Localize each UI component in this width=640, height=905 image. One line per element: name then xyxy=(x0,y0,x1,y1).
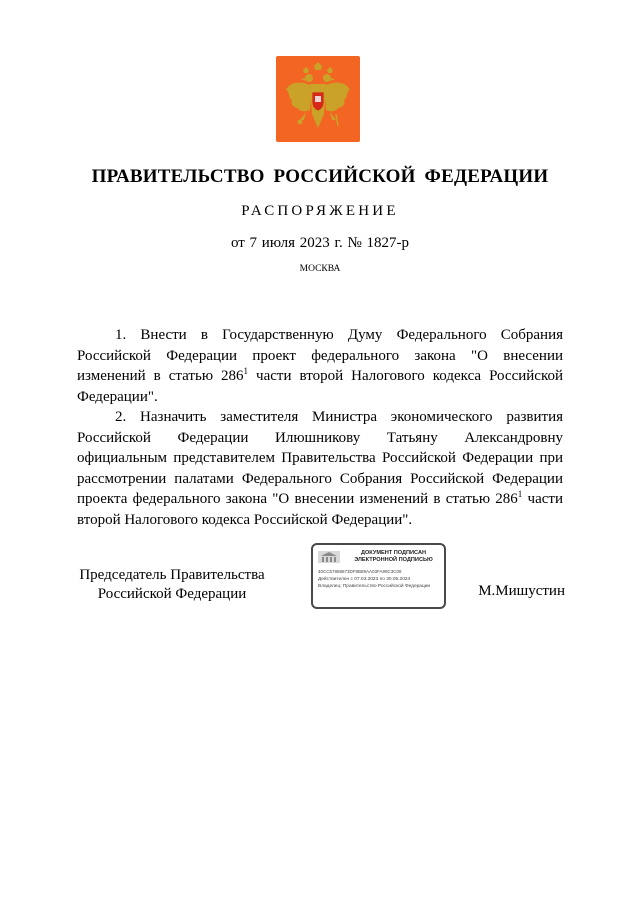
item-text: Внести в Государственную Думу Федерального Собрания Российской Федерации проект федерального закона "О внесении изменений в статью 286 xyxy=(77,327,564,384)
certificate-owner: Владелец: Правительство Российской Федерации xyxy=(318,584,431,589)
stamp-title xyxy=(345,550,442,564)
signer-name: М.Мишустин xyxy=(478,583,565,599)
government-building-icon xyxy=(317,550,341,564)
signer-position-line-2: Российской Федерации xyxy=(97,586,247,602)
paragraph-item-1 xyxy=(77,325,563,407)
item-text: Назначить заместителя Министра экономического развития Российской Федерации Илюшникову Татьяну Александровну официальным представителем Правительства Российской Федерации при рассмотрении палатами Федерального Собрания Российской Федерации проекта федерального закона "О внесении изменений в статью 286 xyxy=(77,409,564,507)
stamp-title-line-1: ДОКУМЕНТ ПОДПИСАН xyxy=(360,550,427,556)
item-text-end: части второй Налогового кодекса Российской Федерации". xyxy=(77,368,563,405)
double-headed-eagle-icon xyxy=(276,56,360,142)
item-text-end: части второй Налогового кодекса Российской Федерации". xyxy=(77,491,563,528)
paragraph-item-2 xyxy=(77,407,563,530)
document-type: РАСПОРЯЖЕНИЕ xyxy=(241,203,399,219)
superscript: 1 xyxy=(243,366,249,376)
government-title: ПРАВИТЕЛЬСТВО РОССИЙСКОЙ ФЕДЕРАЦИИ xyxy=(91,166,549,187)
signer-position-line-1: Председатель Правительства xyxy=(79,567,265,583)
electronic-signature-stamp xyxy=(311,543,446,609)
superscript: 1 xyxy=(517,489,523,499)
document-city: МОСКВА xyxy=(299,264,341,274)
certificate-validity: Действителен с 07.03.2023 по 30.05.2024 xyxy=(318,577,411,582)
item-number: 2. xyxy=(115,409,127,425)
item-number: 1. xyxy=(115,327,127,343)
coat-of-arms-emblem xyxy=(276,56,360,142)
document-body xyxy=(77,325,563,530)
document-date-number: от 7 июля 2023 г. № 1827-р xyxy=(230,235,410,251)
stamp-title-line-2: ЭЛЕКТРОННОЙ ПОДПИСЬЮ xyxy=(354,557,433,563)
certificate-number: 40CC57888873DF8B89AA03FA99C3C08 xyxy=(318,569,402,574)
signer-position xyxy=(70,566,274,604)
